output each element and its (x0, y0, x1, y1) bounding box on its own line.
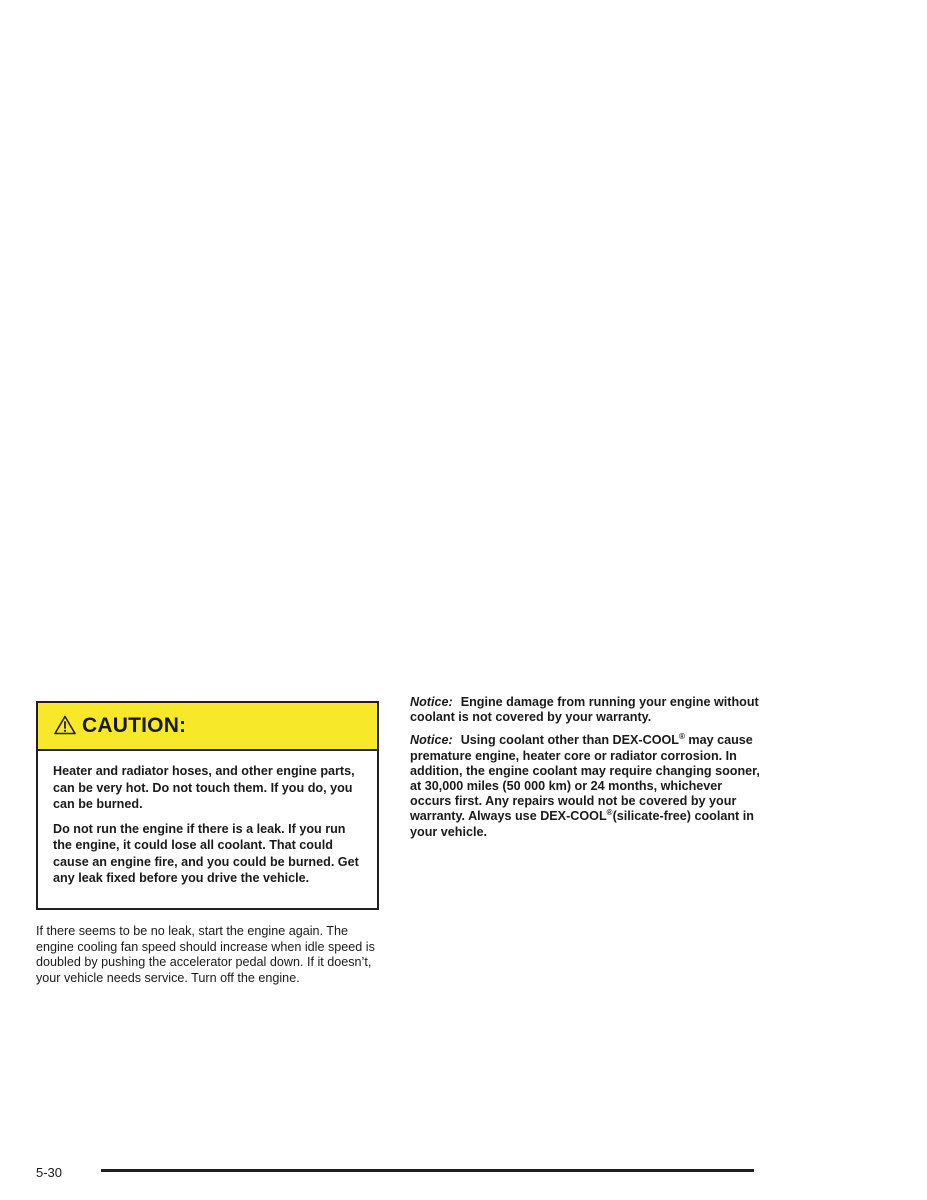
notice-text: Using coolant other than DEX-COOL (460, 733, 679, 748)
registered-mark: ® (678, 732, 685, 742)
footer-rule (101, 1169, 754, 1172)
notice-text: may cause premature engine, heater core or radiator corrosion. In addition, the engine coolant may require changing sooner, at 30,000 miles (50 000 km) or 24 months, whichever occurs first. Any repairs would not be covered by your warranty. Always use DEX-COOL (410, 733, 760, 824)
notice-text: (silicate-free) coolant in your vehicle. (410, 809, 754, 839)
registered-mark: ® (606, 808, 613, 818)
caution-box (36, 701, 379, 910)
caution-paragraph: Do not run the engine if there is a leak. If you run the engine, it could lose all coolant. That could cause an engine fire, and you could be burned. Get any leak fixed before you drive the vehicle. (53, 821, 359, 885)
notice-column (410, 695, 762, 848)
warning-triangle-icon (54, 715, 76, 735)
caution-header (38, 703, 377, 751)
page-number: 5-30 (36, 1165, 63, 1180)
notice-label: Notice: (410, 695, 453, 709)
notice-label: Notice: (410, 733, 453, 748)
notice-paragraph (410, 733, 762, 839)
caution-title: CAUTION: (82, 714, 187, 737)
notice-text: Engine damage from running your engine without coolant is not covered by your warranty. (410, 695, 759, 725)
body-paragraph: If there seems to be no leak, start the engine again. The engine cooling fan speed should increase when idle speed is doubled by pushing the accelerator pedal down. If it doesn’t, your vehicle needs service. Turn off the engine. (36, 924, 375, 985)
notice-paragraph (410, 695, 762, 725)
caution-paragraph: Heater and radiator hoses, and other engine parts, can be very hot. Do not touch them. If you do, you can be burned. (53, 764, 355, 811)
caution-body (38, 751, 377, 887)
